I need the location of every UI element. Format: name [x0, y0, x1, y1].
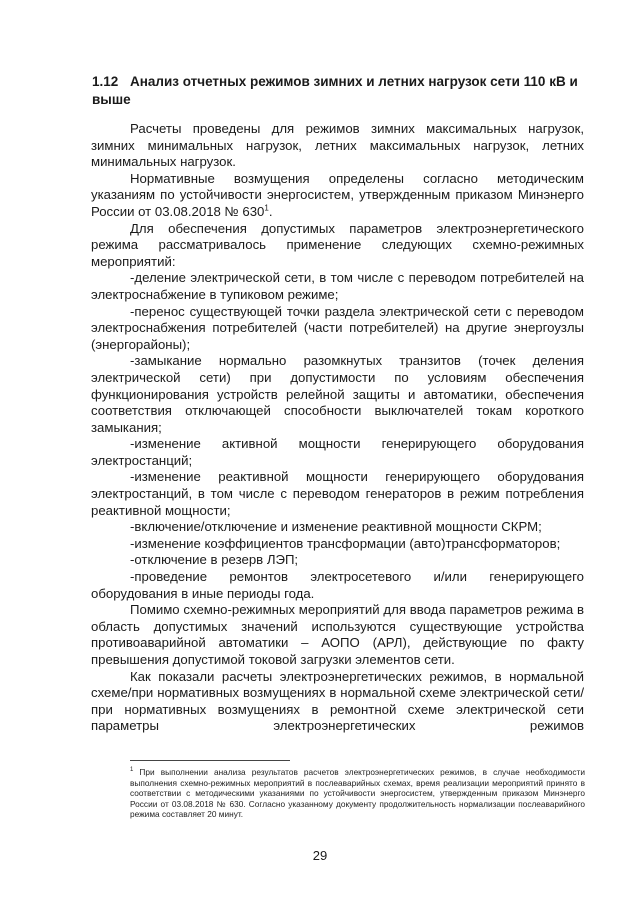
paragraph-with-footnote: [91, 171, 584, 221]
list-item: -изменение реактивной мощности генерирующего оборудования электростанций, в том числе с переводом генераторов в режим потребления реактивной мощности;: [91, 469, 584, 518]
footnote-text: При выполнении анализа результатов расчетов электроэнергетических режимов, в случае необходимости выполнения схемно-режимных мероприятий в послеаварийных схемах, время реализации мероприятий принято в соответствии с методическими указаниями по устойчивости энергосистем, утвержденным приказом Минэнерго России от 03.08.2018 № 630. Согласно указанному документу продолжительность нормализации послеаварийного режима составляет 20 минут.: [130, 767, 585, 820]
paragraph: Как показали расчеты электроэнергетических режимов, в нормальной схеме/при нормативных возмущениях в нормальной схеме электрической сети/при нормативных возмущениях в ремонтной схеме электрической сети параметры электроэнергетических режимов: [91, 668, 584, 734]
list-item: -отключение в резерв ЛЭП;: [130, 552, 299, 568]
footnote-reference[interactable]: 1: [264, 203, 269, 213]
footnote-number: 1: [130, 767, 134, 774]
footnote-separator: [130, 760, 290, 761]
footnote: [130, 767, 585, 820]
list-item: -замыкание нормально разомкнутых транзитов (точек деления электрической сети) при допустимости по условиям обеспечения функционирования устройств релейной защиты и автоматики, обеспечения соответствия отключающей способности выключателей токам короткого замыкания;: [91, 353, 584, 435]
page-number: 29: [312, 848, 328, 863]
body-text: [91, 121, 584, 735]
list-item: -включение/отключение и изменение реактивной мощности СКРМ;: [130, 519, 542, 535]
paragraph-end-punct: .: [268, 203, 273, 219]
section-heading: [92, 73, 592, 109]
section-number: 1.12: [92, 74, 119, 89]
list-item: -изменение активной мощности генерирующего оборудования электростанций;: [91, 436, 584, 468]
paragraph: Для обеспечения допустимых параметров электроэнергетического режима рассматривалось применение следующих схемно-режимных мероприятий:: [91, 220, 584, 269]
list-item: -проведение ремонтов электросетевого и/или генерирующего оборудования в иные периоды года.: [91, 569, 584, 601]
list-item: -перенос существующей точки раздела электрической сети с переводом электроснабжения потребителей (части потребителей) на другие энергоузлы (энергорайоны);: [91, 303, 584, 352]
list-item: -изменение коэффициентов трансформации (авто)трансформаторов;: [130, 535, 561, 551]
section-title: Анализ отчетных режимов зимних и летних нагрузок сети 110 кВ и выше: [92, 74, 578, 107]
paragraph-text: Нормативные возмущения определены согласно методическим указаниям по устойчивости энергосистем, утвержденным приказом Минэнерго России от 03.08.2018 № 630: [91, 170, 584, 219]
list-item: -деление электрической сети, в том числе с переводом потребителей на электроснабжение в тупиковом режиме;: [91, 270, 584, 302]
paragraph: Расчеты проведены для режимов зимних максимальных нагрузок, зимних минимальных нагрузок, летних максимальных нагрузок, летних минимальных нагрузок.: [91, 121, 584, 170]
paragraph: Помимо схемно-режимных мероприятий для ввода параметров режима в область допустимых значений используются существующие устройства противоаварийной автоматики – АОПО (АРЛ), действующие по факту превышения допустимой токовой загрузки элементов сети.: [91, 602, 584, 667]
